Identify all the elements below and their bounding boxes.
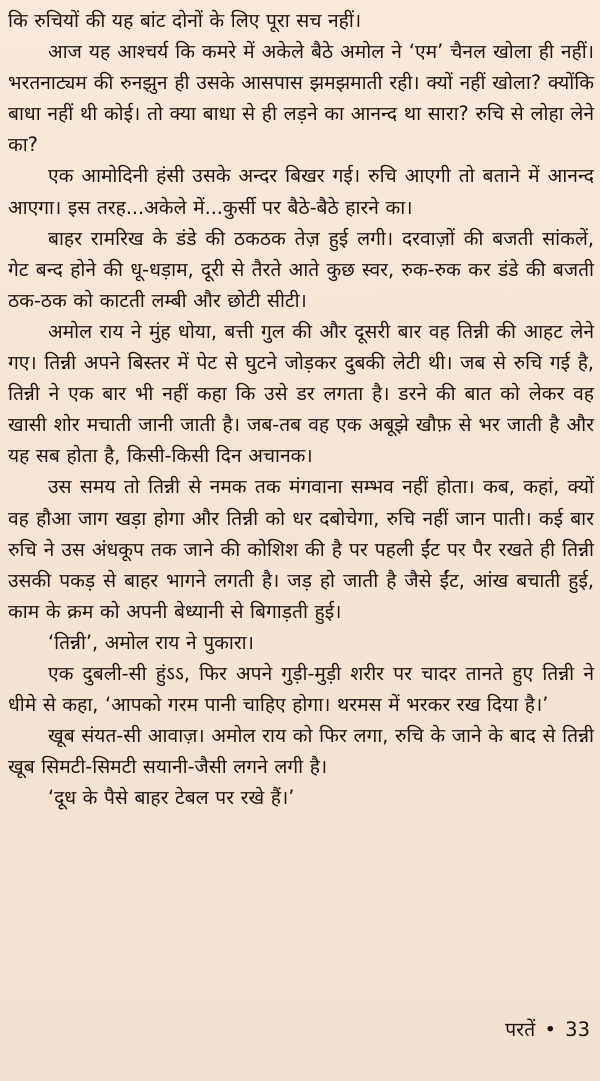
page-number: 33 xyxy=(565,1018,590,1041)
footer-separator: • xyxy=(544,1018,556,1041)
paragraph-7: ‘तिन्नी’, अमोल राय ने पुकारा। xyxy=(48,630,254,654)
paragraph-5: अमोल राय ने मुंह धोया, बत्ती गुल की और दूसरी बार वह तिन्नी की आहट लेने गए। तिन्नी अपने बिस्तर में पेट से घुटने जोड़कर दुबकी लेटी थी। जब से रुचि गई है, तिन्नी ने एक बार भी नहीं कहा कि उसे डर लगता है। डरने की बात को लेकर वह खासी शोर मचाती जानी जाती है। जब-तब वह एक अबूझे खौफ़ से भर जाती है और यह सब होता है, किसी-किसी दिन अचानक। xyxy=(8,319,594,468)
paragraph-4: बाहर रामरिख के डंडे की ठकठक तेज़ हुई लगी। दरवाज़ों की बजती सांकलें, गेट बन्द होने की धू-धड़ाम, दूरी से तैरते आते कुछ स्वर, रुक-रुक कर डंडे की बजती ठक-ठक को काटती लम्बी और छोटी सीटी। xyxy=(8,226,594,312)
page-footer xyxy=(505,1017,590,1043)
paragraph-8: एक दुबली-सी हुंऽऽ, फिर अपने गुड़ी-मुड़ी शरीर पर चादर तानते हुए तिन्नी ने धीमे से कहा, ‘आपको गरम पानी चाहिए होगा। थरमस में भरकर रख दिया है।’ xyxy=(8,661,594,717)
book-title: परतें xyxy=(505,1018,536,1041)
paragraph-1: कि रुचियों की यह बांट दोनों के लिए पूरा सच नहीं। xyxy=(8,9,362,32)
paragraph-9: खूब संयत-सी आवाज़। अमोल राय को फिर लगा, रुचि के जाने के बाद से तिन्नी खूब सिमटी-सिमटी सयानी-जैसी लगने लगी है। xyxy=(8,724,594,779)
paragraph-6: उस समय तो तिन्नी से नमक तक मंगवाना सम्भव नहीं होता। कब, कहां, क्यों वह हौआ जाग खड़ा होगा और तिन्नी को धर दबोचेगा, रुचि नहीं जान पाती। कई बार रुचि ने उस अंधकूप तक जाने की कोशिश की है पर पहली ईंट पर पैर रखते ही तिन्नी उसकी पकड़ से बाहर भागने लगती है। जड़ हो जाती है जैसे ईंट, आंख बचाती हुई, काम के क्रम को अपनी बेध्यानी से बिगाड़ती हुई। xyxy=(8,475,594,623)
paragraph-3: एक आमोदिनी हंसी उसके अन्दर बिखर गई। रुचि आएगी तो बताने में आनन्द आएगा। इस तरह...अकेले में...कुर्सी पर बैठे-बैठे हारने का। xyxy=(8,164,594,219)
paragraph-10: ‘दूध के पैसे बाहर टेबल पर रखे हैं।’ xyxy=(48,786,295,810)
paragraph-2: आज यह आश्चर्य कि कमरे में अकेले बैठे अमोल ने ‘एम’ चैनल खोला ही नहीं। भरतनाट्यम की रुनझुन ही उसके आसपास झमझमाती रही। क्यों नहीं खोला? क्योंकि बाधा नहीं थी कोई। तो क्या बाधा से ही लड़ने का आनन्द था सारा? रुचि से लोहा लेने का? xyxy=(8,40,594,157)
